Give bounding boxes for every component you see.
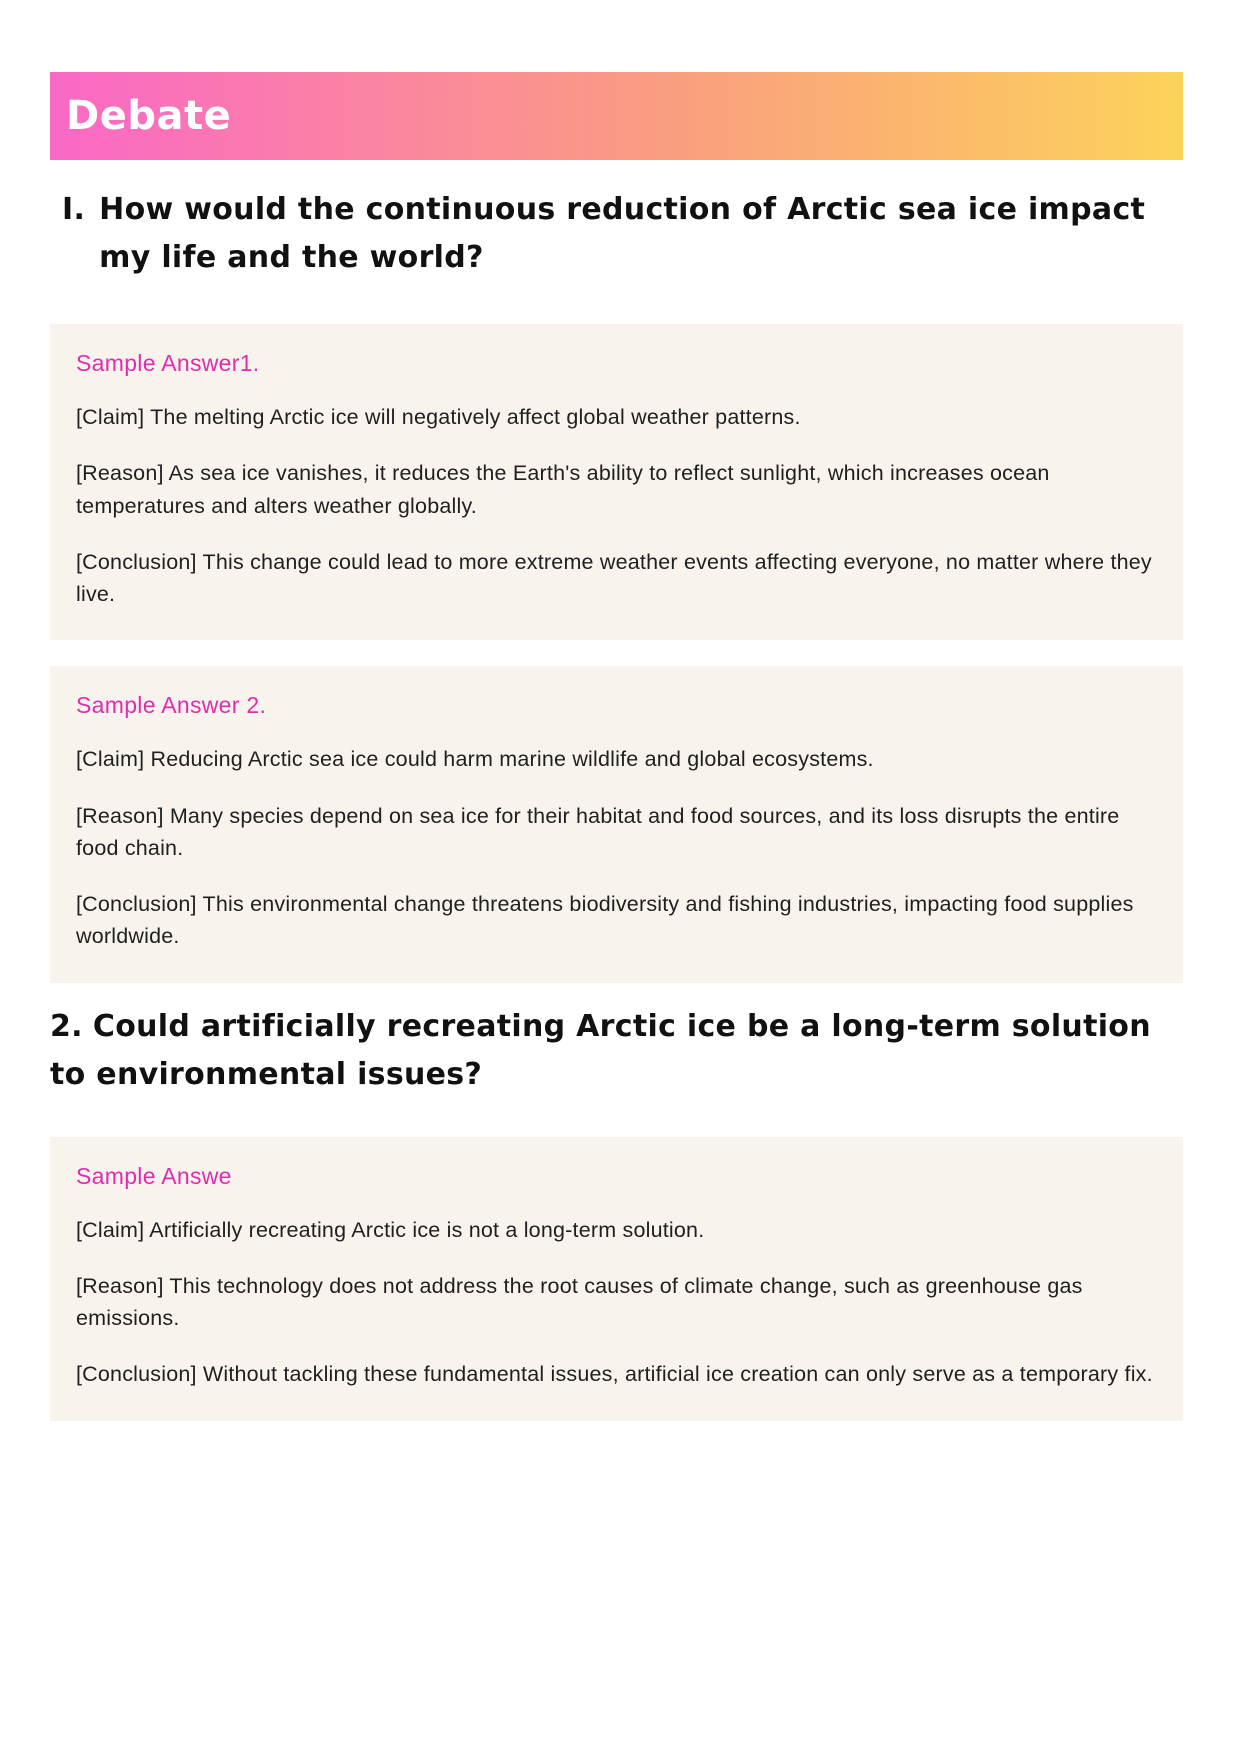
sample-answer-box-3	[50, 1137, 1183, 1421]
sample-answer-1-claim: [Claim] The melting Arctic ice will negatively affect global weather patterns.	[76, 405, 801, 429]
sample-answer-3-conclusion: [Conclusion] Without tackling these fundamental issues, artificial ice creation can only serve as a temporary fix.	[76, 1362, 1153, 1387]
question-1	[50, 186, 1183, 282]
question-2-text: Could artificially recreating Arctic ice be a long-term solution to environmental issues?	[50, 1008, 1151, 1092]
question-2	[50, 1003, 1183, 1099]
sample-answer-box-1	[50, 324, 1183, 640]
question-1-number: I.	[62, 192, 86, 227]
sample-answer-box-2	[50, 666, 1183, 982]
banner-title: Debate	[66, 93, 232, 139]
question-1-text: How would the continuous reduction of Arctic sea ice impact my life and the world?	[99, 192, 1146, 275]
sample-answer-1-heading: Sample Answer1.	[76, 350, 260, 376]
sample-answer-2-reason: [Reason] Many species depend on sea ice for their habitat and food sources, and its loss disrupts the entire food chain.	[76, 803, 1120, 860]
sample-answer-1-conclusion: [Conclusion] This change could lead to more extreme weather events affecting everyone, no matter where they live.	[76, 549, 1152, 606]
sample-answer-3-heading: Sample Answe	[76, 1162, 232, 1189]
sample-answer-1-reason: [Reason] As sea ice vanishes, it reduces the Earth's ability to reflect sunlight, which increases ocean temperatures and alters weather globally.	[76, 461, 1050, 518]
debate-banner	[50, 72, 1183, 160]
sample-answer-3-claim: [Claim] Artificially recreating Arctic ice is not a long-term solution.	[76, 1217, 705, 1242]
sample-answer-2-claim: [Claim] Reducing Arctic sea ice could harm marine wildlife and global ecosystems.	[76, 747, 874, 772]
question-2-number: 2.	[50, 1008, 83, 1044]
sample-answer-2-conclusion: [Conclusion] This environmental change threatens biodiversity and fishing industries, impacting food supplies worldwide.	[76, 892, 1134, 949]
sample-answer-3-reason: [Reason] This technology does not address the root causes of climate change, such as greenhouse gas emissions.	[76, 1273, 1083, 1330]
sample-answer-2-heading: Sample Answer 2.	[76, 692, 267, 719]
content-area	[50, 72, 1183, 1421]
